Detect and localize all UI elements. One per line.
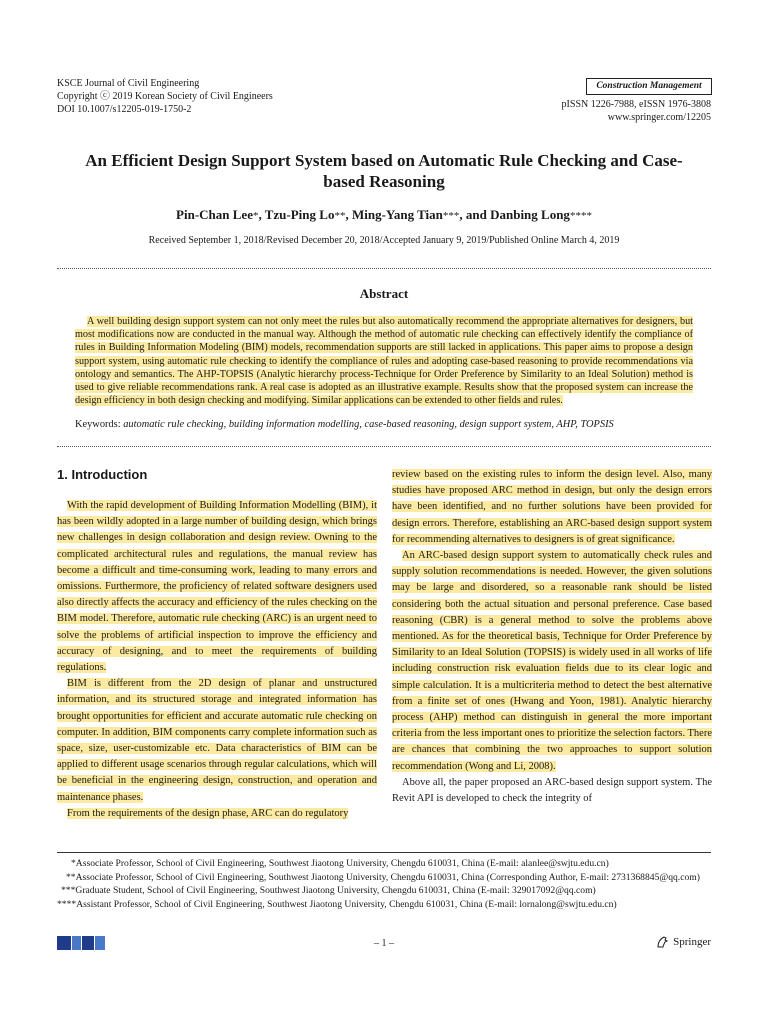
paragraph	[392, 548, 712, 775]
intro-left-column	[57, 498, 377, 822]
journal-copyright: Copyright ⓒ 2019 Korean Society of Civil Engineers	[57, 91, 273, 102]
author-separator: ,	[345, 207, 352, 222]
journal-meta	[57, 77, 273, 116]
author-separator: ,	[258, 207, 265, 222]
paragraph-text: With the rapid development of Building Information Modelling (BIM), it has been wildly adopted in a large number of building design, which brings new challenges in design collaboration and design review. Owning to the complicated architectural rules and regulations, the manual review has become a difficult and time-consuming work, leading to many errors and omissions. Furthermore, the proficiency of related software designers used also directly affects the accuracy and efficiency of the rules checking on the BIM model. Therefore, automatic rule checking (ARC) is an urgent need to solve the problems of artificial inspection to improve the efficiency and accuracy of designing, and to meet the requirements of building regulations.	[57, 500, 377, 674]
author-name: Tzu-Ping Lo	[264, 207, 335, 222]
journal-issn-block	[562, 98, 711, 124]
footnote-1: *Associate Professor, School of Civil Engineering, Southwest Jiaotong University, Chengdu 610031, China (E-mail: alanlee@swjtu.edu.cn)	[71, 858, 609, 869]
abstract-text: A well building design support system can not only meet the rules but also automatically recommend the appropriate alternatives for designers, but most modifications now are conducted in the manual way. Although the method of automatic rule checking can effectively identify the compliance of rules in Building Information Modeling (BIM) models, recommendation supports are still lacked in applications. This paper aims to propose a design support system, using automatic rule checking to identify the compliance of rules and adopting case-based reasoning to provide recommendations via ontology and semantics. The AHP-TOPSIS (Analytic hierarchy process-Technique for Order Preference by Similarity to an Ideal Solution) method is used to give reliable recommendations rank. A real case is adopted as an illustrative example. Results show that the proposed system can increase the design efficiency in both design checking and modifying. Similar applications can be extended to other fields and rules.	[75, 316, 693, 407]
divider-top	[57, 268, 711, 269]
author-mark: **	[334, 210, 346, 222]
section-heading-introduction: 1. Introduction	[57, 467, 148, 482]
springer-logo	[655, 935, 711, 949]
abstract-body	[75, 315, 693, 407]
author-mark: *	[252, 210, 259, 222]
page-number: – 1 –	[374, 938, 394, 949]
paragraph	[392, 467, 712, 548]
journal-name: KSCE Journal of Civil Engineering	[57, 78, 200, 89]
author-mark: ***	[442, 210, 460, 222]
paragraph-text: BIM is different from the 2D design of planar and unstructured information, and its structured storage and integrated information has brought opportunities for efficient and accurate automatic rule checking on computer. In addition, BIM components carry complete information such as space, size, user-customizable etc. Data characteristics of BIM can be applied to different usage scenarios through regular calculations, which will be beneficial in the engineering design, construction, and operation and maintenance phases.	[57, 678, 377, 803]
footnote-2: **Associate Professor, School of Civil Engineering, Southwest Jiaotong University, Chengdu 610031, China (Corresponding Author, E-mail: 2731368845@qq.com)	[66, 871, 700, 883]
paragraph-text: An ARC-based design support system to automatically check rules and supply solution recommendations is needed. However, the given solutions may be large and disordered, so a reasonable rank should be listed considering both the actual situation and personal preference. Case based reasoning (CBR) is a general method to solve the problems above mentioned. As for the theoretical basis, Technique for Order Preference by Similarity to an Ideal Solution (TOPSIS) is widely used in all works of life including construction risk evaluation fields due to its clear logic and simple calculation. It is a multicriteria method to detect the best alternative from a finite set of ones (Hwang and Yoon, 1981). Analytic hierarchy process (AHP) method can distinguish in general the more important criteria from the less important ones to prioritize the selection factors. There are chances that combining the two approaches to support solution recommendation (Wong and Li, 2008).	[392, 550, 712, 772]
received-dates: Received September 1, 2018/Revised December 20, 2018/Accepted January 9, 2019/Published Online March 4, 2019	[148, 235, 620, 246]
keywords	[75, 418, 693, 431]
journal-doi[interactable]: DOI 10.1007/s12205-019-1750-2	[57, 104, 192, 115]
journal-url[interactable]: www.springer.com/12205	[607, 112, 711, 123]
keywords-list: automatic rule checking, building information modelling, case-based reasoning, design support system, AHP, TOPSIS	[123, 419, 614, 430]
springer-horse-icon	[655, 935, 669, 949]
ksce-logo	[57, 936, 105, 950]
ksce-logo-block	[72, 936, 82, 950]
footnote-rule	[57, 852, 711, 853]
author-name: Danbing Long	[490, 207, 570, 222]
footnote-4: ****Assistant Professor, School of Civil Engineering, Southwest Jiaotong University, Chengdu 610031, China (E-mail: lornalong@swjtu.edu.cn)	[57, 898, 617, 910]
paper-title: An Efficient Design Support System based on Automatic Rule Checking and Case-based Reasoning	[85, 151, 683, 191]
paragraph-text: Above all, the paper proposed an ARC-based design support system. The Revit API is developed to check the integrity of	[392, 776, 712, 805]
author-name: Pin-Chan Lee	[176, 207, 253, 222]
author-list	[70, 207, 698, 223]
author-separator: , and	[459, 207, 491, 222]
ksce-logo-block	[95, 936, 105, 950]
springer-label: Springer	[673, 936, 711, 948]
paragraph-text: review based on the existing rules to inform the design level. Also, many studies have proposed ARC method in design, but only the design errors have been identified, and no further solutions have been provided for design errors. Therefore, establishing an ARC-based design support system for recommending alternatives to designers is of great significance.	[392, 469, 712, 545]
ksce-logo-block	[57, 936, 71, 950]
journal-issn: pISSN 1226-7988, eISSN 1976-3808	[561, 99, 711, 110]
author-name: Ming-Yang Tian	[351, 207, 443, 222]
paragraph	[57, 676, 377, 806]
footnote-3: ***Graduate Student, School of Civil Engineering, Southwest Jiaotong University, Chengdu 610031, China (E-mail: 329017092@qq.com)	[61, 885, 596, 896]
author-mark: ****	[569, 210, 592, 222]
divider-bottom	[57, 446, 711, 447]
abstract-heading: Abstract	[359, 286, 409, 301]
paragraph	[57, 806, 377, 822]
keywords-label: Keywords:	[75, 419, 121, 430]
ksce-logo-block	[82, 936, 94, 950]
footnotes	[57, 857, 711, 911]
section-tag: Construction Management	[586, 78, 712, 95]
intro-right-column	[392, 467, 712, 807]
paragraph	[57, 498, 377, 676]
paragraph-text: From the requirements of the design phase, ARC can do regulatory	[67, 807, 349, 819]
paragraph	[392, 775, 712, 807]
